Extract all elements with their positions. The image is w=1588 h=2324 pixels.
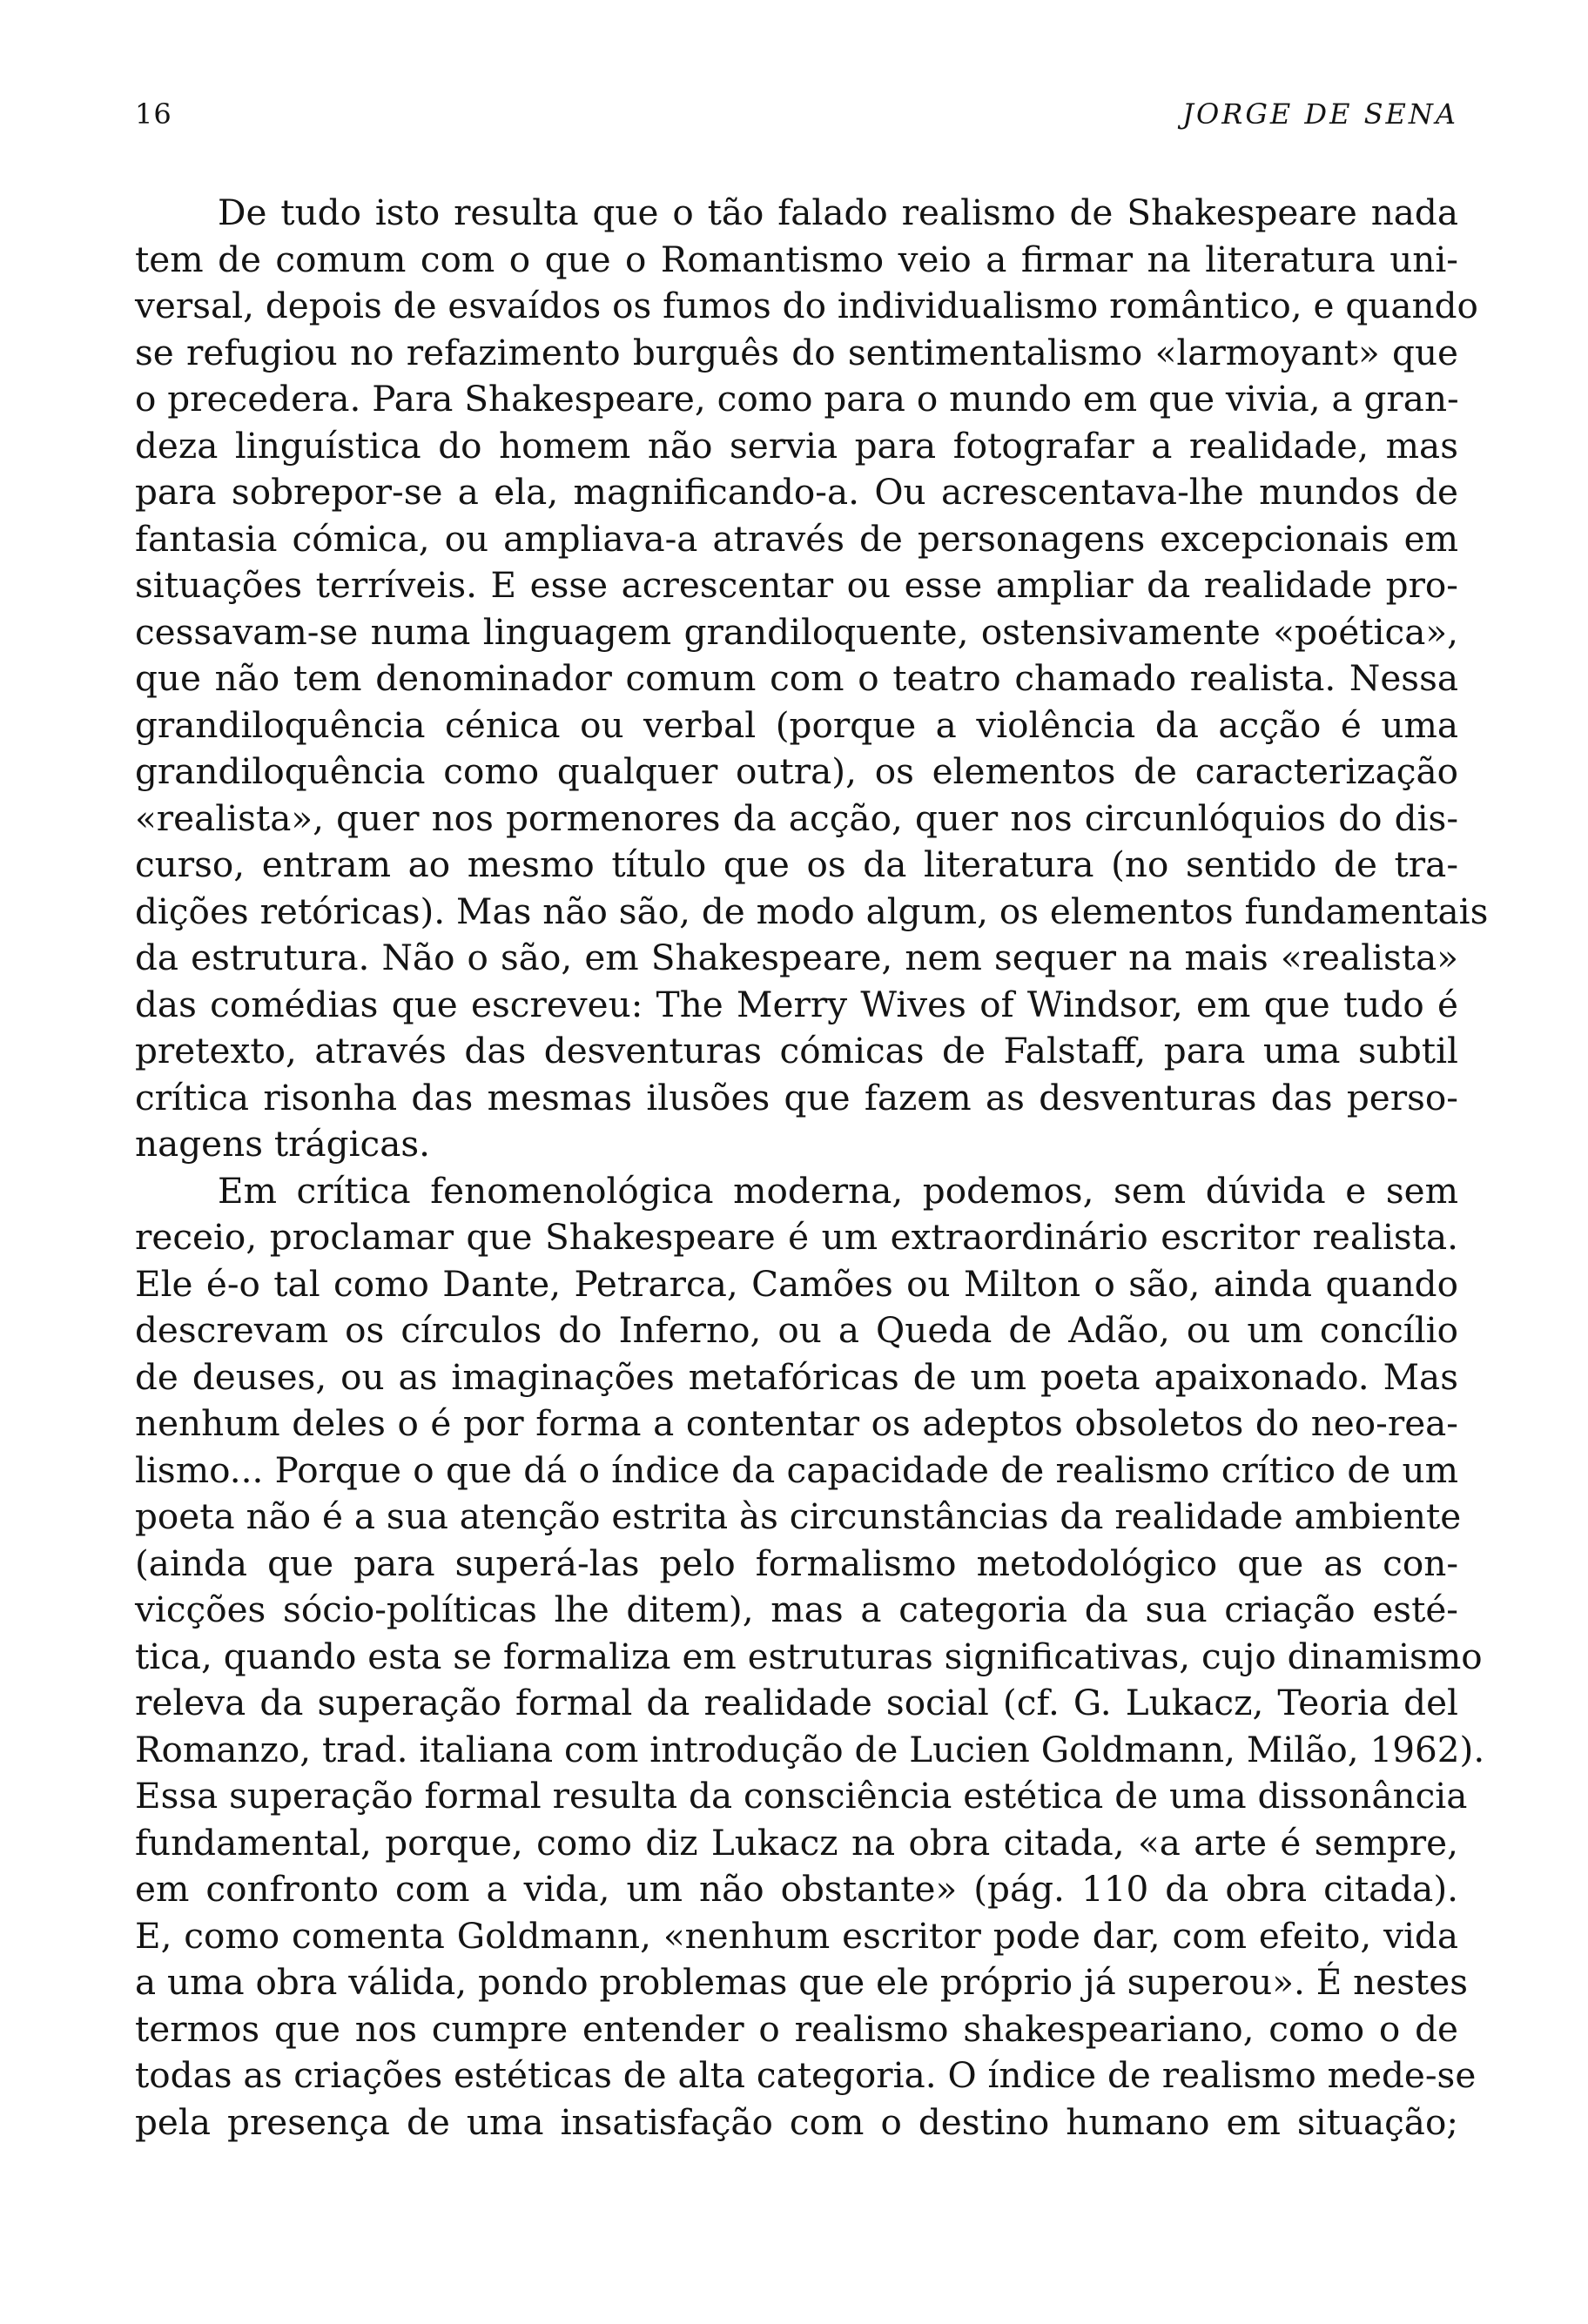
page-number: 16 [135, 97, 172, 131]
text-line: Em crítica fenomenológica moderna, podemos, sem dúvida e sem [218, 1169, 1458, 1212]
page-header [135, 97, 1458, 150]
text-line: que não tem denominador comum com o teatro chamado realista. Nessa [135, 657, 1458, 699]
text-line: curso, entram ao mesmo título que os da literatura (no sentido de tra- [135, 843, 1458, 885]
text-line: descrevam os círculos do Inferno, ou a Queda de Adão, ou um concílio [135, 1309, 1458, 1351]
text-line: de deuses, ou as imaginações metafóricas de um poeta apaixonado. Mas [135, 1355, 1458, 1398]
text-line: receio, proclamar que Shakespeare é um extraordinário escritor realista. [135, 1216, 1458, 1258]
text-line: cessavam-se numa linguagem grandiloquente, ostensivamente «poética», [135, 610, 1458, 653]
text-line: De tudo isto resulta que o tão falado realismo de Shakespeare nada [218, 191, 1458, 233]
text-line: Essa superação formal resulta da consciência estética de uma dissonância [135, 1775, 1468, 1817]
text-line: pela presença de uma insatisfação com o destino humano em situação; [135, 2100, 1458, 2143]
text-line: o precedera. Para Shakespeare, como para o mundo em que vivia, a gran- [135, 378, 1459, 420]
text-line: em confronto com a vida, um não obstante» (pág. 110 da obra citada). [135, 1868, 1458, 1910]
text-line: grandiloquência como qualquer outra), os elementos de caracterização [135, 750, 1458, 792]
text-line: releva da superação formal da realidade social (cf. G. Lukacz, Teoria del [135, 1682, 1458, 1723]
text-line: Romanzo, trad. italiana com introdução de Lucien Goldmann, Milão, 1962). [135, 1728, 1485, 1770]
text-line: nagens trágicas. [135, 1123, 431, 1165]
body-text [135, 190, 1489, 2146]
text-line: lismo... Porque o que dá o índice da capacidade de realismo crítico de um [135, 1448, 1458, 1491]
text-line: da estrutura. Não o são, em Shakespeare, nem sequer na mais «realista» [135, 937, 1458, 978]
text-line: nenhum deles o é por forma a contentar os adeptos obsoletos do neo-rea- [135, 1402, 1458, 1444]
running-head: JORGE DE SENA [1182, 97, 1458, 131]
text-line: versal, depois de esvaídos os fumos do individualismo romântico, e quando [135, 285, 1478, 326]
text-line: crítica risonha das mesmas ilusões que fazem as desventuras das perso- [135, 1076, 1458, 1118]
text-line: das comédias que escreveu: The Merry Wives of Windsor, em que tudo é [135, 983, 1458, 1025]
text-line: poeta não é a sua atenção estrita às circunstâncias da realidade ambiente [135, 1495, 1462, 1537]
text-line: todas as criações estéticas de alta categoria. O índice de realismo mede-se [135, 2054, 1477, 2096]
text-line: a uma obra válida, pondo problemas que ele próprio já superou». É nestes [135, 1961, 1469, 2003]
text-line: se refugiou no refazimento burguês do sentimentalismo «larmoyant» que [135, 331, 1458, 373]
text-line: Ele é-o tal como Dante, Petrarca, Camões ou Milton o são, ainda quando [135, 1262, 1458, 1305]
text-line: fundamental, porque, como diz Lukacz na obra citada, «a arte é sempre, [135, 1821, 1458, 1864]
text-line: tica, quando esta se formaliza em estruturas significativas, cujo dinamismo [135, 1635, 1483, 1677]
text-line: tem de comum com o que o Romantismo veio a firmar na literatura uni- [135, 238, 1458, 280]
text-line: grandiloquência cénica ou verbal (porque a violência da acção é uma [135, 703, 1458, 746]
text-line: E, como comenta Goldmann, «nenhum escritor pode dar, com efeito, vida [135, 1914, 1458, 1957]
paragraph-2 [135, 1168, 1485, 2146]
text-line: vicções sócio-políticas lhe ditem), mas a categoria da sua criação esté- [135, 1589, 1458, 1630]
text-line: «realista», quer nos pormenores da acção, quer nos circunlóquios do dis- [135, 796, 1458, 839]
text-line: situações terríveis. E esse acrescentar ou esse ampliar da realidade pro- [135, 564, 1458, 606]
text-line: dições retóricas). Mas não são, de modo algum, os elementos fundamentais [135, 890, 1489, 932]
paragraph-1 [135, 190, 1489, 1168]
text-line: pretexto, através das desventuras cómicas de Falstaff, para uma subtil [135, 1030, 1458, 1071]
text-line: (ainda que para superá-las pelo formalismo metodológico que as con- [135, 1541, 1458, 1584]
text-line: deza linguística do homem não servia para fotografar a realidade, mas [135, 424, 1458, 467]
text-line: fantasia cómica, ou ampliava-a através de personagens excepcionais em [135, 517, 1458, 560]
text-line: termos que nos cumpre entender o realismo shakespeariano, como o de [135, 2007, 1458, 2050]
text-line: para sobrepor-se a ela, magnificando-a. Ou acrescentava-lhe mundos de [135, 471, 1458, 513]
